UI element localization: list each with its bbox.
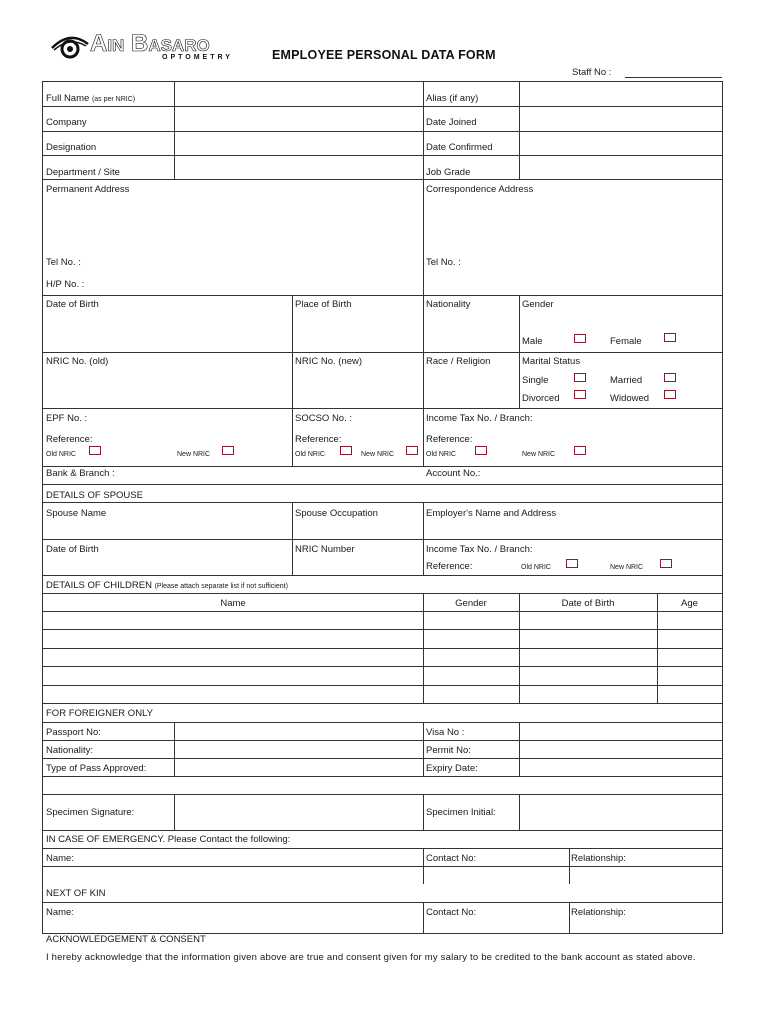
alias-label: Alias (if any)	[426, 93, 479, 104]
spouse-new-nric-label: New NRIC	[610, 564, 644, 571]
dob-label: Date of Birth	[46, 299, 99, 310]
spouse-name-label: Spouse Name	[46, 508, 107, 519]
male-label: Male	[522, 336, 543, 347]
spouse-income-tax-label: Income Tax No. / Branch:	[426, 544, 533, 555]
department-label: Department / Site	[46, 167, 120, 178]
company-label: Company	[46, 117, 87, 128]
children-col-dob: Date of Birth	[561, 598, 615, 609]
corr-tel-no-label: Tel No. :	[426, 257, 461, 268]
expiry-label: Expiry Date:	[426, 763, 478, 774]
race-religion-label: Race / Religion	[426, 356, 491, 367]
spouse-occupation-label: Spouse Occupation	[295, 508, 378, 519]
single-checkbox[interactable]	[574, 373, 586, 382]
account-label: Account No.:	[426, 468, 481, 479]
emergency-contact-label: Contact No:	[426, 853, 477, 864]
socso-old-nric-checkbox[interactable]	[340, 446, 352, 455]
pob-label: Place of Birth	[295, 299, 352, 310]
divorced-checkbox[interactable]	[574, 390, 586, 399]
data-form	[42, 81, 723, 934]
specimen-signature-label: Specimen Signature:	[46, 807, 135, 818]
widowed-label: Widowed	[610, 393, 650, 404]
female-checkbox[interactable]	[664, 333, 676, 342]
emergency-name-label: Name:	[46, 853, 74, 864]
socso-label: SOCSO No. :	[295, 413, 353, 424]
consent-text: I hereby acknowledge that the information given above are true and consent given for my salary to be credited to the bank account as stated above.	[46, 952, 696, 963]
foreigner-heading: FOR FOREIGNER ONLY	[46, 708, 153, 719]
kin-name-label: Name:	[46, 907, 74, 918]
spouse-reference-label: Reference:	[426, 561, 473, 572]
socso-old-nric-label: Old NRIC	[295, 451, 325, 458]
emergency-heading: IN CASE OF EMERGENCY. Please Contact the following:	[46, 834, 291, 845]
logo-sub: OPTOMETRY	[162, 54, 233, 61]
tax-new-nric-label: New NRIC	[522, 451, 556, 458]
passport-label: Passport No:	[46, 727, 101, 738]
kin-relationship-label: Relationship:	[571, 907, 626, 918]
male-checkbox[interactable]	[574, 334, 586, 343]
spouse-heading: DETAILS OF SPOUSE	[46, 490, 143, 501]
epf-label: EPF No. :	[46, 413, 88, 424]
spouse-new-nric-checkbox[interactable]	[660, 559, 672, 568]
tax-new-nric-checkbox[interactable]	[574, 446, 586, 455]
epf-reference-label: Reference:	[46, 434, 93, 445]
marital-status-label: Marital Status	[522, 356, 581, 367]
date-joined-label: Date Joined	[426, 117, 477, 128]
staff-no-field[interactable]	[625, 77, 722, 78]
company-logo	[50, 30, 250, 68]
children-col-age: Age	[681, 598, 698, 609]
pass-type-label: Type of Pass Approved:	[46, 763, 147, 774]
spouse-old-nric-checkbox[interactable]	[566, 559, 578, 568]
nric-new-label: NRIC No. (new)	[295, 356, 363, 367]
visa-label: Visa No :	[426, 727, 465, 738]
correspondence-address-label: Correspondence Address	[426, 184, 534, 195]
date-confirmed-label: Date Confirmed	[426, 142, 493, 153]
tax-old-nric-label: Old NRIC	[426, 451, 456, 458]
tel-no-label: Tel No. :	[46, 257, 81, 268]
spouse-old-nric-label: Old NRIC	[521, 564, 551, 571]
kin-contact-label: Contact No:	[426, 907, 477, 918]
spouse-employer-label: Employer's Name and Address	[426, 508, 557, 519]
epf-new-nric-checkbox[interactable]	[222, 446, 234, 455]
gender-label: Gender	[522, 299, 554, 310]
nric-old-label: NRIC No. (old)	[46, 356, 109, 367]
specimen-initial-label: Specimen Initial:	[426, 807, 496, 818]
bank-label: Bank & Branch :	[46, 468, 115, 479]
children-heading: DETAILS OF CHILDREN (Please attach separate list if not sufficient)	[46, 580, 288, 591]
tax-reference-label: Reference:	[426, 434, 473, 445]
consent-heading: ACKNOWLEDGEMENT & CONSENT	[46, 934, 206, 945]
hp-no-label: H/P No. :	[46, 279, 85, 290]
divorced-label: Divorced	[522, 393, 560, 404]
epf-old-nric-label: Old NRIC	[46, 451, 76, 458]
kin-heading: NEXT OF KIN	[46, 888, 106, 899]
staff-no-label: Staff No :	[572, 67, 612, 78]
nationality-label: Nationality	[426, 299, 471, 310]
epf-old-nric-checkbox[interactable]	[89, 446, 101, 455]
spouse-nric-label: NRIC Number	[295, 544, 355, 555]
foreigner-nationality-label: Nationality:	[46, 745, 93, 756]
epf-new-nric-label: New NRIC	[177, 451, 211, 458]
form-title: EMPLOYEE PERSONAL DATA FORM	[272, 48, 496, 62]
permanent-address-label: Permanent Address	[46, 184, 130, 195]
married-label: Married	[610, 375, 643, 386]
logo-name: Ain Basaro	[90, 30, 210, 57]
income-tax-label: Income Tax No. / Branch:	[426, 413, 533, 424]
spouse-dob-label: Date of Birth	[46, 544, 99, 555]
socso-new-nric-checkbox[interactable]	[406, 446, 418, 455]
widowed-checkbox[interactable]	[664, 390, 676, 399]
full-name-label: Full Name (as per NRIC)	[46, 93, 136, 104]
socso-new-nric-label: New NRIC	[361, 451, 395, 458]
married-checkbox[interactable]	[664, 373, 676, 382]
children-col-gender: Gender	[455, 598, 487, 609]
designation-label: Designation	[46, 142, 97, 153]
children-col-name: Name	[220, 598, 246, 609]
tax-old-nric-checkbox[interactable]	[475, 446, 487, 455]
single-label: Single	[522, 375, 549, 386]
female-label: Female	[610, 336, 642, 347]
job-grade-label: Job Grade	[426, 167, 471, 178]
permit-label: Permit No:	[426, 745, 471, 756]
eye-logo-icon	[50, 32, 90, 64]
emergency-relationship-label: Relationship:	[571, 853, 626, 864]
socso-reference-label: Reference:	[295, 434, 342, 445]
